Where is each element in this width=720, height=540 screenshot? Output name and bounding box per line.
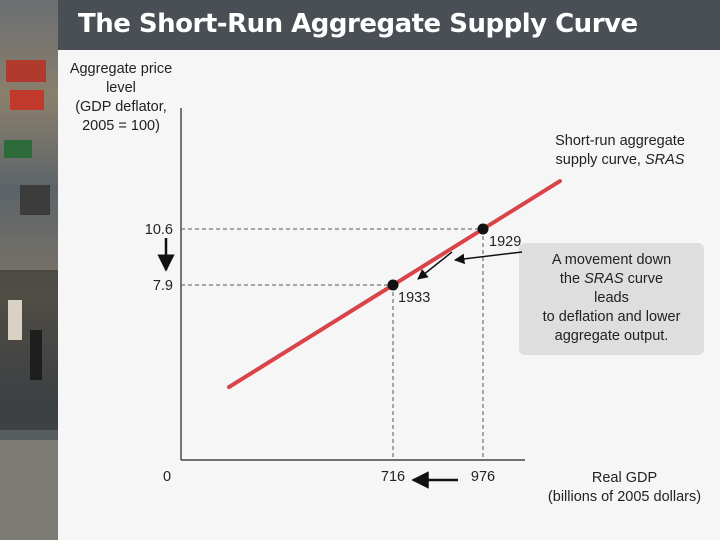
slide-title: The Short-Run Aggregate Supply Curve (78, 9, 638, 39)
callout-line2-prefix: the (559, 271, 585, 287)
callout-pointer-arrow (455, 252, 522, 260)
y-tick-label-10.6: 10.6 (144, 222, 173, 238)
callout-line2-suffix: curve (623, 271, 664, 287)
y-tick-label-7.9: 7.9 (152, 278, 173, 294)
data-point-1929 (478, 224, 489, 235)
callout-line2-italic: SRAS (584, 271, 624, 287)
x-tick-label-716: 716 (380, 469, 406, 485)
tick-layer (145, 222, 495, 485)
point-label-1929: 1929 (489, 234, 522, 250)
callout-line1: A movement down (551, 252, 672, 268)
y-axis-label: Aggregate price level (GDP deflator, 2005 = 100) (69, 61, 173, 134)
arrow-layer (166, 238, 522, 480)
callout-line5: aggregate output. (554, 328, 669, 344)
point-layer (388, 224, 522, 307)
point-label-1933: 1933 (398, 290, 431, 306)
x-axis-label-line2: (billions of 2005 dollars) (547, 489, 702, 505)
axes-layer (181, 108, 525, 460)
x-tick-label-0: 0 (162, 469, 172, 485)
sras-label-prefix: supply curve, (555, 152, 645, 168)
x-axis-label-line1: Real GDP (591, 470, 658, 486)
sras-label-italic: SRAS (644, 152, 685, 168)
data-point-1933 (388, 280, 399, 291)
callout-line4: to deflation and lower (542, 309, 681, 325)
x-tick-label-976: 976 (470, 469, 496, 485)
callout-line3: leads (594, 290, 629, 306)
sras-label-line1: Short-run aggregate (555, 133, 685, 149)
